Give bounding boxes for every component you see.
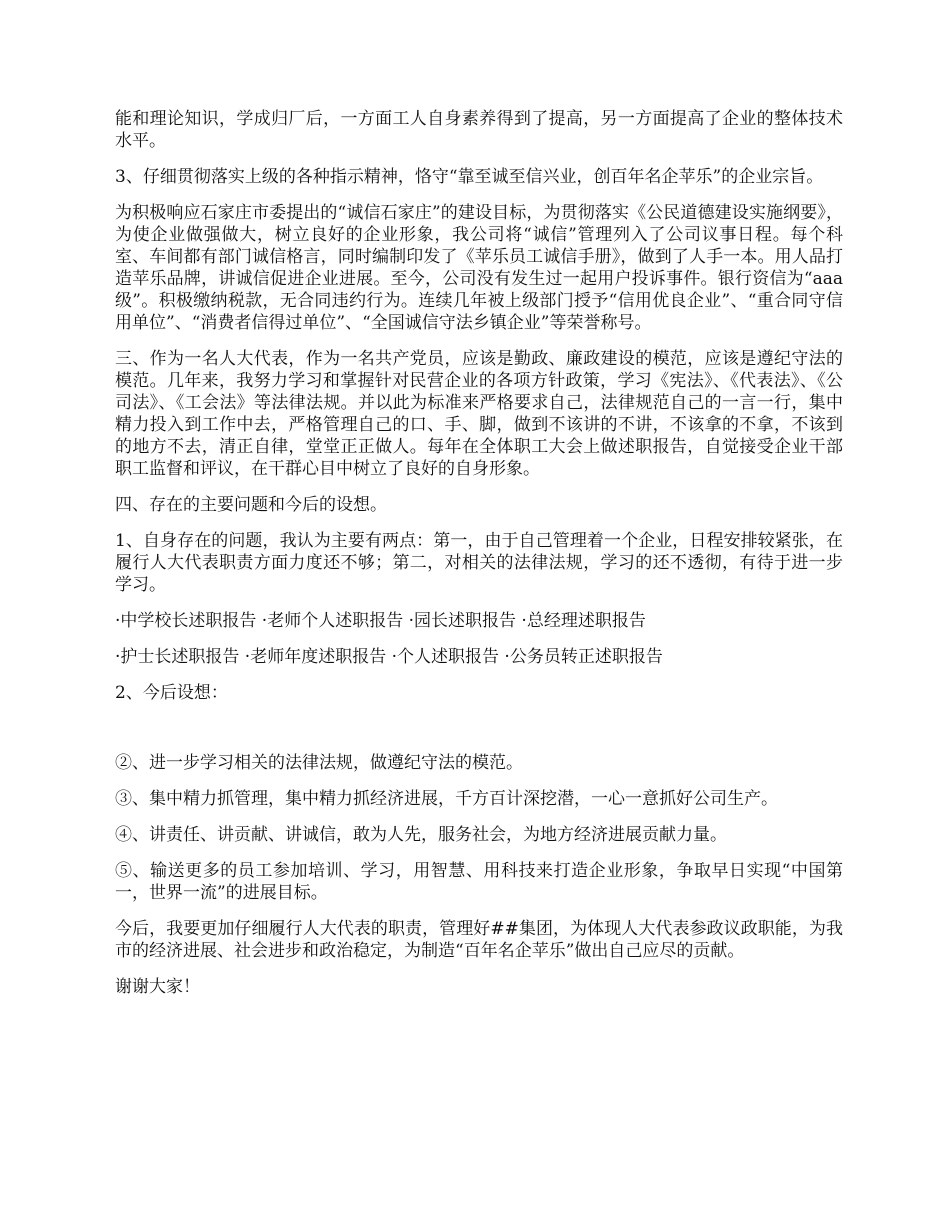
paragraph-conclusion: 今后，我要更加仔细履行人大代表的职责，管理好##集团，为体现人大代表参政议政职能，为我市的经济进展、社会进步和政治稳定，为制造“百年名企苹乐”做出自己应尽的贡献。 (115, 919, 843, 961)
plan-item-2: ②、进一步学习相关的法律法规，做遵纪守法的模范。 (115, 753, 523, 773)
paragraph-technical-training: 能和理论知识，学成归厂后，一方面工人自身素养得到了提高，另一方面提高了企业的整体技术水平。 (115, 109, 843, 151)
paragraph-law-abiding-model: 三、作为一名人大代表，作为一名共产党员，应该是勤政、廉政建设的模范，应该是遵纪守法的模范。几年来，我努力学习和掌握针对民营企业的各项方针政策，学习《宪法》、《代表法》、《公司法》、《工会法》等法律法规。并以此为标准来严格要求自己，法律规范自己的一言一行，集中精力投入到工作中去，严格管理自己的口、手、脚，做到不该讲的不讲，不该拿的不拿，不该到的地方不去，清正自律，堂堂正正做人。每年在全体职工大会上做述职报告，自觉接受企业干部职工监督和评议，在干群心目中树立了良好的自身形象。 (115, 349, 843, 479)
paragraph-company-purpose: 3、仔细贯彻落实上级的各种指示精神，恪守“靠至诚至信兴业，创百年名企苹乐”的企业宗旨。 (115, 167, 824, 187)
paragraph-existing-problems: 1、自身存在的问题，我认为主要有两点：第一，由于自己管理着一个企业，日程安排较紧张，在履行人大代表职责方面力度还不够；第二，对相关的法律法规，学习的还不透彻，有待于进一步学习。 (115, 531, 843, 595)
plan-item-3: ③、集中精力抓管理，集中精力抓经济进展，千方百计深挖潜，一心一意抓好公司生产。 (115, 789, 778, 809)
document-body (115, 108, 843, 1012)
plan-item-5: ⑤、输送更多的员工参加培训、学习，用智慧、用科技来打造企业形象，争取早日实现“中国第一，世界一流”的进展目标。 (115, 861, 843, 903)
paragraph-integrity-building: 为积极响应石家庄市委提出的“诚信石家庄”的建设目标，为贯彻落实《公民道德建设实施纲要》，为使企业做强做大，树立良好的企业形象，我公司将“诚信”管理列入了公司议事日程。每个科室、车间都有部门诚信格言，同时编制印发了《苹乐员工诚信手册》，做到了人手一本。用人品打造苹乐品牌，讲诚信促进企业进展。至今，公司没有发生过一起用户投诉事件。银行资信为“aaa 级”。积极缴纳税款，无合同违约行为。连续几年被上级部门授予“信用优良企业”、“重合同守信用单位”、“消费者信得过单位”、“全国诚信守法乡镇企业”等荣誉称号。 (115, 203, 843, 333)
section-heading-problems: 四、存在的主要问题和今后的设想。 (115, 495, 387, 515)
related-links-row-2: ·护士长述职报告 ·老师年度述职报告 ·个人述职报告 ·公务员转正述职报告 (115, 647, 663, 667)
section-heading-future-plans: 2、今后设想： (115, 683, 228, 703)
related-links-row-1: ·中学校长述职报告 ·老师个人述职报告 ·园长述职报告 ·总经理述职报告 (115, 611, 646, 631)
closing-thanks: 谢谢大家！ (115, 977, 200, 997)
plan-item-4: ④、讲责任、讲贡献、讲诚信，敢为人先，服务社会，为地方经济进展贡献力量。 (115, 825, 727, 845)
